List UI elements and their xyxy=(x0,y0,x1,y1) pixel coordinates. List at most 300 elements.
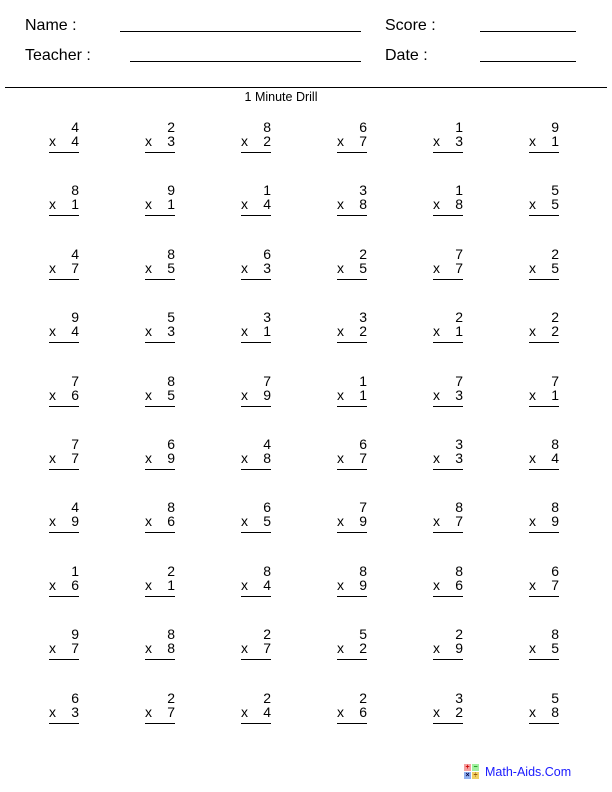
operator: x xyxy=(433,196,440,213)
operator: x xyxy=(337,323,344,340)
multiplicand: 2 xyxy=(359,245,367,262)
multiplier: 7 xyxy=(71,259,79,276)
answer-line[interactable] xyxy=(433,152,463,153)
answer-line[interactable] xyxy=(49,723,79,724)
operator: x xyxy=(49,513,56,530)
operator: x xyxy=(241,323,248,340)
answer-line[interactable] xyxy=(337,469,367,470)
answer-line[interactable] xyxy=(241,596,271,597)
answer-line[interactable] xyxy=(433,469,463,470)
multiplicand: 7 xyxy=(359,499,367,516)
operator: x xyxy=(529,196,536,213)
operator: x xyxy=(433,513,440,530)
answer-line[interactable] xyxy=(49,532,79,533)
operator: x xyxy=(433,640,440,657)
multiplier: 1 xyxy=(455,323,463,340)
answer-line[interactable] xyxy=(49,152,79,153)
answer-line[interactable] xyxy=(529,279,559,280)
multiplicand: 2 xyxy=(263,626,271,643)
score-line[interactable] xyxy=(480,31,576,32)
answer-line[interactable] xyxy=(337,723,367,724)
operator: x xyxy=(49,386,56,403)
multiplier: 7 xyxy=(359,133,367,149)
problem xyxy=(241,374,273,414)
answer-line[interactable] xyxy=(337,215,367,216)
problem xyxy=(337,247,369,287)
problem xyxy=(145,247,177,287)
operator: x xyxy=(145,133,152,149)
multiplier: 5 xyxy=(167,386,175,403)
multiplicand: 1 xyxy=(263,182,271,199)
multiplier: 6 xyxy=(455,576,463,593)
operator: x xyxy=(529,640,536,657)
operator: x xyxy=(529,513,536,530)
operator: x xyxy=(337,259,344,276)
multiplicand: 5 xyxy=(167,309,175,326)
header-divider xyxy=(5,87,607,88)
multiplicand: 2 xyxy=(167,562,175,579)
problem xyxy=(145,500,177,540)
operator: x xyxy=(433,386,440,403)
multiplier: 8 xyxy=(359,196,367,213)
multiplier: 3 xyxy=(455,133,463,149)
operator: x xyxy=(241,450,248,466)
multiplier: 9 xyxy=(359,576,367,593)
multiplicand: 8 xyxy=(167,499,175,516)
problem xyxy=(145,310,177,350)
answer-line[interactable] xyxy=(433,279,463,280)
problem xyxy=(49,437,81,477)
multiplier: 3 xyxy=(167,133,175,149)
answer-line[interactable] xyxy=(529,469,559,470)
multiplicand: 4 xyxy=(71,499,79,516)
operator: x xyxy=(433,576,440,593)
problem xyxy=(49,500,81,540)
multiplicand: 7 xyxy=(455,372,463,389)
operator: x xyxy=(433,323,440,340)
multiplicand: 6 xyxy=(263,499,271,516)
multiplicand: 6 xyxy=(71,689,79,706)
answer-line[interactable] xyxy=(529,532,559,533)
teacher-label: Teacher : xyxy=(25,47,91,64)
answer-line[interactable] xyxy=(241,406,271,407)
answer-line[interactable] xyxy=(145,596,175,597)
operator: x xyxy=(145,513,152,530)
multiplier: 5 xyxy=(167,259,175,276)
answer-line[interactable] xyxy=(529,152,559,153)
answer-line[interactable] xyxy=(337,596,367,597)
operator: x xyxy=(49,576,56,593)
multiplicand: 9 xyxy=(551,119,559,135)
answer-line[interactable] xyxy=(241,215,271,216)
multiplicand: 8 xyxy=(71,182,79,199)
multiplier: 9 xyxy=(359,513,367,530)
multiplier: 3 xyxy=(455,450,463,466)
operator: x xyxy=(337,640,344,657)
multiplier: 2 xyxy=(359,640,367,657)
operator: x xyxy=(337,703,344,720)
multiplicand: 5 xyxy=(359,626,367,643)
problem xyxy=(433,374,465,414)
problem xyxy=(337,374,369,414)
answer-line[interactable] xyxy=(145,279,175,280)
multiplicand: 7 xyxy=(263,372,271,389)
multiplier: 3 xyxy=(263,259,271,276)
answer-line[interactable] xyxy=(337,532,367,533)
multiplier: 8 xyxy=(167,640,175,657)
operator: x xyxy=(529,133,536,149)
multiplier: 1 xyxy=(551,133,559,149)
name-line[interactable] xyxy=(120,31,361,32)
answer-line[interactable] xyxy=(529,723,559,724)
operator: x xyxy=(145,386,152,403)
multiplicand: 8 xyxy=(551,499,559,516)
problem xyxy=(145,437,177,477)
problem xyxy=(241,310,273,350)
multiplicand: 7 xyxy=(71,372,79,389)
problem xyxy=(49,310,81,350)
multiplier: 7 xyxy=(455,259,463,276)
multiplier: 7 xyxy=(551,576,559,593)
math-aids-logo-icon: + − × ÷ xyxy=(465,764,478,779)
answer-line[interactable] xyxy=(49,406,79,407)
operator: x xyxy=(241,640,248,657)
problem xyxy=(241,564,273,604)
multiplicand: 8 xyxy=(263,562,271,579)
problem xyxy=(433,183,465,223)
answer-line[interactable] xyxy=(241,723,271,724)
answer-line[interactable] xyxy=(145,152,175,153)
answer-line[interactable] xyxy=(337,406,367,407)
operator: x xyxy=(241,513,248,530)
operator: x xyxy=(529,450,536,466)
multiplier: 7 xyxy=(359,450,367,466)
problem xyxy=(145,183,177,223)
operator: x xyxy=(145,703,152,720)
problem xyxy=(145,627,177,667)
operator: x xyxy=(529,703,536,720)
answer-line[interactable] xyxy=(529,406,559,407)
answer-line[interactable] xyxy=(241,152,271,153)
problem xyxy=(529,627,561,667)
multiplier: 6 xyxy=(71,386,79,403)
answer-line[interactable] xyxy=(433,596,463,597)
operator: x xyxy=(433,450,440,466)
multiplier: 7 xyxy=(71,450,79,466)
multiplier: 4 xyxy=(71,323,79,340)
name-label: Name : xyxy=(25,17,77,34)
problem xyxy=(241,247,273,287)
multiplier: 1 xyxy=(359,386,367,403)
multiplicand: 2 xyxy=(359,689,367,706)
operator: x xyxy=(145,576,152,593)
multiplier: 5 xyxy=(551,259,559,276)
multiplier: 4 xyxy=(263,703,271,720)
problem xyxy=(337,564,369,604)
multiplier: 8 xyxy=(455,196,463,213)
problem xyxy=(433,120,465,160)
operator: x xyxy=(337,450,344,466)
answer-line[interactable] xyxy=(529,215,559,216)
multiplier: 6 xyxy=(359,703,367,720)
answer-line[interactable] xyxy=(337,659,367,660)
multiplicand: 2 xyxy=(263,689,271,706)
multiplier: 1 xyxy=(551,386,559,403)
multiplier: 8 xyxy=(263,450,271,466)
operator: x xyxy=(529,576,536,593)
problem xyxy=(145,691,177,731)
problem xyxy=(529,310,561,350)
answer-line[interactable] xyxy=(49,279,79,280)
multiplicand: 8 xyxy=(455,562,463,579)
multiplier: 5 xyxy=(263,513,271,530)
multiplicand: 4 xyxy=(263,436,271,452)
brand-text: Math-Aids.Com xyxy=(485,764,572,779)
operator: x xyxy=(241,576,248,593)
worksheet-title: 1 Minute Drill xyxy=(244,90,318,104)
multiplicand: 9 xyxy=(71,626,79,643)
multiplier: 2 xyxy=(359,323,367,340)
problem xyxy=(49,374,81,414)
operator: x xyxy=(529,386,536,403)
multiplicand: 8 xyxy=(551,436,559,452)
operator: x xyxy=(145,450,152,466)
multiplier: 9 xyxy=(263,386,271,403)
multiplier: 1 xyxy=(263,323,271,340)
multiplier: 7 xyxy=(455,513,463,530)
multiplicand: 6 xyxy=(167,436,175,452)
operator: x xyxy=(241,703,248,720)
multiplier: 3 xyxy=(455,386,463,403)
multiplier: 4 xyxy=(71,133,79,149)
multiplier: 4 xyxy=(263,196,271,213)
multiplier: 4 xyxy=(263,576,271,593)
multiplicand: 4 xyxy=(71,119,79,135)
multiplier: 6 xyxy=(167,513,175,530)
multiplicand: 2 xyxy=(167,689,175,706)
problem xyxy=(49,691,81,731)
operator: x xyxy=(337,196,344,213)
problem xyxy=(337,627,369,667)
multiplicand: 3 xyxy=(359,182,367,199)
answer-line[interactable] xyxy=(433,532,463,533)
problem xyxy=(49,564,81,604)
problem xyxy=(49,183,81,223)
multiplicand: 6 xyxy=(263,245,271,262)
score-label: Score : xyxy=(385,17,436,34)
answer-line[interactable] xyxy=(529,596,559,597)
answer-line[interactable] xyxy=(145,723,175,724)
multiplicand: 8 xyxy=(455,499,463,516)
answer-line[interactable] xyxy=(49,469,79,470)
operator: x xyxy=(49,450,56,466)
operator: x xyxy=(529,323,536,340)
problem xyxy=(337,183,369,223)
answer-line[interactable] xyxy=(529,659,559,660)
multiplicand: 6 xyxy=(551,562,559,579)
multiplier: 5 xyxy=(551,196,559,213)
problem xyxy=(529,183,561,223)
problem xyxy=(337,310,369,350)
problem xyxy=(433,310,465,350)
multiplicand: 7 xyxy=(551,372,559,389)
teacher-line[interactable] xyxy=(130,61,361,62)
answer-line[interactable] xyxy=(241,532,271,533)
multiplier: 9 xyxy=(551,513,559,530)
answer-line[interactable] xyxy=(145,342,175,343)
operator: x xyxy=(145,259,152,276)
answer-line[interactable] xyxy=(49,215,79,216)
problem xyxy=(337,691,369,731)
answer-line[interactable] xyxy=(241,342,271,343)
multiplier: 7 xyxy=(71,640,79,657)
operator: x xyxy=(241,196,248,213)
problem xyxy=(433,564,465,604)
problem xyxy=(49,120,81,160)
multiplicand: 7 xyxy=(455,245,463,262)
multiplier: 9 xyxy=(455,640,463,657)
problem xyxy=(433,247,465,287)
operator: x xyxy=(337,576,344,593)
multiplicand: 3 xyxy=(263,309,271,326)
multiplicand: 1 xyxy=(359,372,367,389)
problem xyxy=(337,500,369,540)
multiplier: 7 xyxy=(167,703,175,720)
multiplier: 2 xyxy=(551,323,559,340)
problem xyxy=(145,120,177,160)
operator: x xyxy=(241,133,248,149)
multiplier: 4 xyxy=(551,450,559,466)
multiplicand: 1 xyxy=(455,182,463,199)
answer-line[interactable] xyxy=(433,659,463,660)
answer-line[interactable] xyxy=(145,469,175,470)
answer-line[interactable] xyxy=(433,215,463,216)
multiplicand: 2 xyxy=(455,309,463,326)
operator: x xyxy=(337,513,344,530)
multiplicand: 5 xyxy=(551,182,559,199)
operator: x xyxy=(337,386,344,403)
multiplier: 2 xyxy=(455,703,463,720)
answer-line[interactable] xyxy=(49,342,79,343)
operator: x xyxy=(337,133,344,149)
answer-line[interactable] xyxy=(49,659,79,660)
multiplicand: 3 xyxy=(455,436,463,452)
answer-line[interactable] xyxy=(145,215,175,216)
multiplicand: 6 xyxy=(359,436,367,452)
problem xyxy=(337,437,369,477)
problem xyxy=(49,247,81,287)
multiplicand: 3 xyxy=(455,689,463,706)
multiplier: 9 xyxy=(71,513,79,530)
multiplicand: 9 xyxy=(71,309,79,326)
problem xyxy=(241,691,273,731)
answer-line[interactable] xyxy=(145,659,175,660)
multiplicand: 2 xyxy=(455,626,463,643)
operator: x xyxy=(49,703,56,720)
problem xyxy=(145,564,177,604)
answer-line[interactable] xyxy=(433,723,463,724)
multiplicand: 2 xyxy=(167,119,175,135)
problem xyxy=(529,247,561,287)
operator: x xyxy=(433,259,440,276)
answer-line[interactable] xyxy=(241,279,271,280)
problem xyxy=(529,120,561,160)
problem xyxy=(529,500,561,540)
multiplicand: 3 xyxy=(359,309,367,326)
multiplier: 5 xyxy=(359,259,367,276)
answer-line[interactable] xyxy=(529,342,559,343)
operator: x xyxy=(49,196,56,213)
multiplicand: 1 xyxy=(71,562,79,579)
problem xyxy=(433,437,465,477)
multiplicand: 8 xyxy=(167,626,175,643)
multiplicand: 8 xyxy=(167,372,175,389)
multiplicand: 7 xyxy=(71,436,79,452)
operator: x xyxy=(49,323,56,340)
date-label: Date : xyxy=(385,47,428,64)
operator: x xyxy=(433,703,440,720)
operator: x xyxy=(49,259,56,276)
problem xyxy=(241,627,273,667)
date-line[interactable] xyxy=(480,61,576,62)
operator: x xyxy=(241,386,248,403)
answer-line[interactable] xyxy=(145,532,175,533)
problem xyxy=(433,500,465,540)
answer-line[interactable] xyxy=(433,406,463,407)
answer-line[interactable] xyxy=(145,406,175,407)
operator: x xyxy=(49,133,56,149)
multiplier: 6 xyxy=(71,576,79,593)
problem xyxy=(529,374,561,414)
answer-line[interactable] xyxy=(241,469,271,470)
multiplicand: 8 xyxy=(551,626,559,643)
multiplier: 7 xyxy=(263,640,271,657)
answer-line[interactable] xyxy=(433,342,463,343)
operator: x xyxy=(433,133,440,149)
answer-line[interactable] xyxy=(241,659,271,660)
multiplicand: 9 xyxy=(167,182,175,199)
operator: x xyxy=(145,640,152,657)
operator: x xyxy=(49,640,56,657)
multiplicand: 4 xyxy=(71,245,79,262)
multiplicand: 1 xyxy=(455,119,463,135)
multiplier: 9 xyxy=(167,450,175,466)
problem xyxy=(529,691,561,731)
operator: x xyxy=(241,259,248,276)
problem xyxy=(529,564,561,604)
problem xyxy=(241,120,273,160)
answer-line[interactable] xyxy=(337,342,367,343)
problem xyxy=(433,691,465,731)
footer-brand xyxy=(464,764,571,779)
problem xyxy=(433,627,465,667)
answer-line[interactable] xyxy=(49,596,79,597)
multiplicand: 8 xyxy=(167,245,175,262)
problem xyxy=(529,437,561,477)
multiplier: 3 xyxy=(167,323,175,340)
operator: x xyxy=(145,196,152,213)
multiplicand: 8 xyxy=(359,562,367,579)
problem xyxy=(49,627,81,667)
multiplicand: 2 xyxy=(551,245,559,262)
multiplier: 5 xyxy=(551,640,559,657)
answer-line[interactable] xyxy=(337,279,367,280)
multiplicand: 6 xyxy=(359,119,367,135)
problem xyxy=(241,500,273,540)
answer-line[interactable] xyxy=(337,152,367,153)
problem xyxy=(241,437,273,477)
multiplier: 1 xyxy=(71,196,79,213)
